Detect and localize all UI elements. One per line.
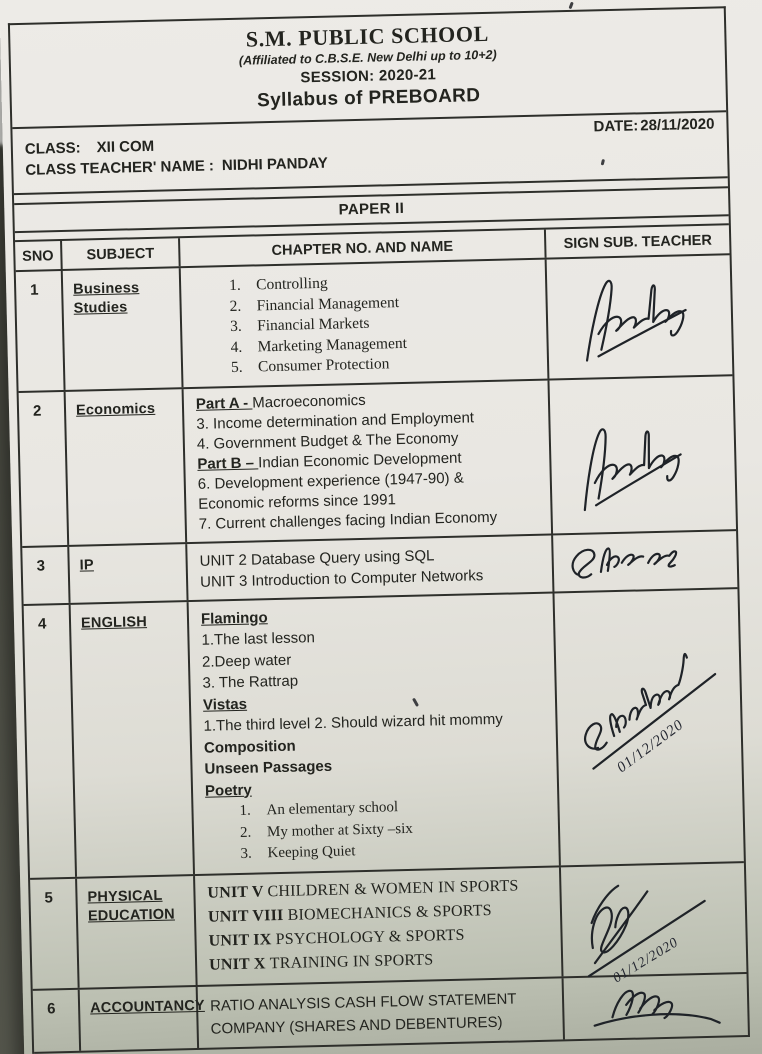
chapter-text: 2.Deep water [201, 651, 292, 671]
row-chapters [184, 380, 554, 542]
chapter-text: UNIT X [208, 954, 271, 974]
chapter-text: Keeping Quiet [267, 843, 356, 862]
subject-label: Business [73, 280, 140, 298]
svg-text:01/12/2020: 01/12/2020 [610, 934, 682, 986]
row-chapters [195, 867, 563, 985]
affiliation-line: (Affiliated to C.B.S.E. New Delhi up to 10+2) [238, 47, 497, 68]
subject-label: ACCOUNTANCY [89, 997, 205, 1017]
chapter-text: An elementary school [266, 799, 399, 819]
column-header-subject: SUBJECT [62, 238, 181, 269]
chapter-text: 3. The Rattrap [202, 672, 299, 692]
chapter-text: UNIT V [207, 882, 268, 902]
signature [562, 641, 735, 790]
subject-label: ENGLISH [80, 613, 148, 632]
row-subject [69, 544, 188, 603]
table-row [16, 255, 733, 392]
row-sno: 6 [33, 989, 81, 1051]
row-sign-cell [547, 255, 733, 378]
list-number: 1. [228, 276, 241, 295]
row-sign-cell [561, 863, 747, 986]
chapter-text: Controlling [255, 274, 328, 294]
chapter-text: RATIO ANALYSIS CASH FLOW STATEMENT [209, 989, 517, 1015]
chapter-text: UNIT IX [208, 930, 276, 950]
list-number: 2. [239, 824, 252, 841]
list-number: 1. [239, 802, 251, 819]
list-number: 5. [230, 358, 243, 377]
row-sno: 3 [22, 546, 70, 603]
row-sno: 5 [30, 878, 80, 988]
table-row [19, 376, 736, 548]
chapter-text: Indian Economic Development [257, 449, 462, 471]
chapter-text: Financial Markets [256, 314, 370, 335]
column-header-chapter: CHAPTER NO. AND NAME [180, 230, 547, 267]
signature [559, 528, 683, 596]
chapter-text: Part B – [197, 453, 259, 473]
row-sno: 1 [16, 271, 66, 391]
chapter-text: Vistas [202, 695, 248, 714]
date-field [593, 116, 716, 136]
chapter-text: 3. Income determination and Employment [196, 408, 475, 433]
row-sign-cell [554, 589, 743, 865]
class-value: XII COM [96, 137, 155, 157]
subject-label: EDUCATION [87, 906, 176, 925]
chapter-text: UNIT 2 Database Query using SQL [199, 546, 435, 570]
list-number: 4. [230, 338, 243, 356]
chapter-text: Unseen Passages [204, 757, 333, 778]
table-row [30, 863, 746, 991]
chapter-text: BIOMECHANICS & SPORTS [287, 901, 492, 924]
signature [567, 262, 699, 373]
chapter-text: CHILDREN & WOMEN IN SPORTS [267, 876, 519, 900]
signature [578, 978, 729, 1039]
document-title: Syllabus of PREBOARD [256, 85, 481, 112]
chapter-text: Macroeconomics [252, 391, 366, 412]
row-chapters [187, 535, 554, 600]
paper-title: PAPER II [14, 188, 728, 233]
chapter-text: UNIT 3 Introduction to Computer Networks [199, 566, 484, 591]
chapter-text: Flamingo [200, 608, 268, 628]
chapter-text: UNIT VIII [207, 906, 288, 926]
class-label: CLASS: [24, 139, 81, 158]
chapter-text: TRAINING IN SPORTS [269, 950, 434, 972]
document-header [10, 8, 726, 129]
chapter-text: 7. Current challenges facing Indian Economy [198, 508, 498, 533]
signature [561, 406, 697, 522]
chapter-text: Part A - [195, 394, 253, 413]
list-number: 3. [229, 317, 242, 336]
date-label: DATE: [593, 117, 639, 136]
chapter-text: 4. Government Budget & The Economy [196, 429, 459, 453]
subject-label: IP [79, 556, 94, 574]
row-sno: 2 [19, 391, 70, 545]
list-number: 2. [229, 297, 242, 315]
table-body [16, 255, 748, 1053]
row-chapters [181, 260, 550, 387]
chapter-text: 6. Development experience (1947-90) & [197, 469, 464, 493]
svg-text:01/12/2020: 01/12/2020 [614, 716, 687, 776]
row-sno: 4 [24, 604, 77, 877]
session-line: SESSION: 2020-21 [300, 66, 437, 87]
row-chapters [189, 593, 561, 874]
row-sign-cell [549, 376, 736, 533]
chapter-text: Marketing Management [257, 334, 408, 355]
teacher-label: CLASS TEACHER' NAME : [25, 157, 215, 179]
chapter-text: Consumer Protection [257, 355, 390, 376]
row-subject [77, 876, 198, 988]
chapter-text: 1.The last lesson [201, 629, 316, 649]
row-chapters [198, 978, 565, 1048]
teacher-value: NIDHI PANDAY [221, 154, 328, 175]
chapter-text: Financial Management [256, 293, 400, 314]
subject-label: Studies [73, 299, 128, 317]
row-sign-cell [553, 531, 737, 591]
row-sign-cell [564, 974, 748, 1039]
row-subject [71, 602, 195, 877]
chapter-text: My mother at Sixty –six [266, 820, 414, 840]
date-value: 28/11/2020 [640, 115, 715, 135]
list-number: 3. [240, 845, 252, 862]
chapter-text: COMPANY (SHARES AND DEBENTURES) [210, 1013, 503, 1038]
subject-label: PHYSICAL [87, 887, 163, 906]
chapter-text: PSYCHOLOGY & SPORTS [275, 926, 465, 948]
row-subject [80, 986, 205, 1050]
row-subject [66, 389, 188, 545]
school-name: S.M. PUBLIC SCHOOL [245, 20, 490, 52]
column-header-sno: SNO [15, 241, 63, 270]
document-frame [8, 6, 750, 1053]
subject-label: Economics [75, 400, 156, 419]
ink-speck [569, 2, 574, 10]
row-subject [63, 268, 184, 389]
chapter-text: 1.The third level 2. Should wizard hit mommy [203, 710, 503, 735]
chapter-text: Poetry [204, 781, 252, 800]
chapter-text: Economic reforms since 1991 [198, 490, 397, 513]
chapter-text: Composition [203, 737, 296, 757]
table-row [24, 589, 744, 880]
column-header-sign: SIGN SUB. TEACHER [563, 232, 713, 253]
